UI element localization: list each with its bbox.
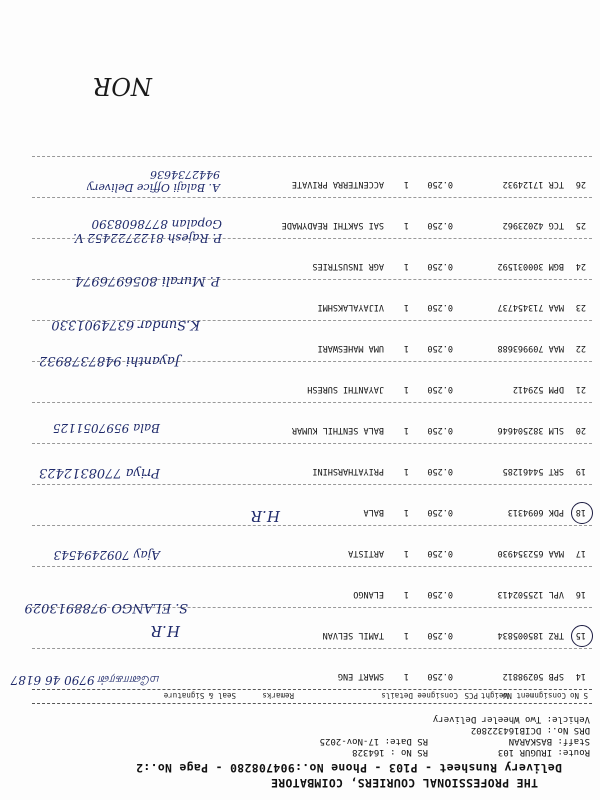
row-divider <box>32 525 592 526</box>
handwritten-hr-15: H.R <box>150 622 180 640</box>
row-serial: 20 <box>575 425 586 435</box>
row-serial: 19 <box>575 466 586 476</box>
rs-number: RS No : 164328 <box>352 747 428 757</box>
handwritten-signature-25: P. Rajesh 8122722452 V. Gopalan 8778608390 <box>73 217 222 245</box>
company-name: THE PROFESSIONAL COURIERS, COIMBATORE <box>270 776 538 790</box>
handwritten-scrawl: NOR <box>93 72 152 100</box>
row-consignee: PRIYATHARSHINI <box>312 466 384 476</box>
row-weight: 0.250 <box>427 261 453 271</box>
row-consignee: BALA SENTHIL KUMAR <box>291 425 384 435</box>
row-serial: 22 <box>575 343 586 353</box>
row-weight: 0.250 <box>427 507 453 517</box>
col-consignment: Consignment No <box>502 691 566 700</box>
row-weight: 0.250 <box>427 466 453 476</box>
handwritten-signature-19: Priya 7708312423 <box>38 465 160 480</box>
row-divider <box>32 443 592 444</box>
row-consignee: UMA MAHESWARI <box>317 343 384 353</box>
handwritten-signature-22: Jayanthi 9487378932 <box>38 353 180 368</box>
handwritten-signature-23: K.Sundar 6374901330 <box>51 317 200 332</box>
row-divider <box>32 566 592 567</box>
row-serial: 17 <box>575 548 586 558</box>
row-pcs: 1 <box>403 179 409 189</box>
rs-date: RS Date: 17-Nov-2025 <box>319 736 428 746</box>
row-consignee: BALA <box>363 507 384 517</box>
col-pcs: PCS <box>464 691 478 700</box>
row-consignment-no: BGM 300031592 <box>497 261 564 271</box>
row-consignment-no: VPL 125502413 <box>497 589 564 599</box>
row-consignee: SAI SAKTHI READYMADE <box>281 220 384 230</box>
row-consignee: ARTISTA <box>348 548 384 558</box>
row-consignment-no: MAA 652354930 <box>497 548 564 558</box>
col-consignee: Consignee Details <box>381 691 458 700</box>
row-consignee: SMART ENG <box>337 671 384 681</box>
col-remarks: Remarks <box>262 691 294 700</box>
row-pcs: 1 <box>403 507 409 517</box>
row-pcs: 1 <box>403 261 409 271</box>
staff: Staff: BASKARAN <box>508 736 590 746</box>
row-serial: 15 <box>575 630 586 640</box>
row-divider <box>32 402 592 403</box>
header-rule-top <box>32 703 592 704</box>
row-consignment-no: TCR 17124932 <box>502 179 564 189</box>
row-divider <box>32 648 592 649</box>
row-consignment-no: MAA 713454737 <box>497 302 564 312</box>
row-serial: 26 <box>575 179 586 189</box>
row-serial: 21 <box>575 384 586 394</box>
row-consignee: ACCENTERRA PRIVATE <box>291 179 384 189</box>
row-consignee: AGR INSUSTRIES <box>312 261 384 271</box>
row-consignment-no: SPB 50298812 <box>502 671 564 681</box>
handwritten-signature-16: S. ELANGO 9788913029 <box>24 600 188 615</box>
row-serial: 14 <box>575 671 586 681</box>
route: Route: IRUGUR 103 <box>497 747 590 757</box>
row-consignment-no: SRT 54461285 <box>502 466 564 476</box>
row-pcs: 1 <box>403 671 409 681</box>
row-weight: 0.250 <box>427 220 453 230</box>
col-weight: Weight <box>480 691 508 700</box>
handwritten-name-14: மனோகரன் 9790 46 6187 <box>10 673 160 687</box>
row-consignment-no: DPM 529412 <box>512 384 564 394</box>
row-serial: 25 <box>575 220 586 230</box>
row-weight: 0.250 <box>427 384 453 394</box>
row-pcs: 1 <box>403 466 409 476</box>
row-consignment-no: PDK 6094313 <box>507 507 564 517</box>
table-row <box>0 484 600 523</box>
row-weight: 0.250 <box>427 302 453 312</box>
row-weight: 0.250 <box>427 343 453 353</box>
row-consignee: JAYANTHI SURESH <box>307 384 384 394</box>
row-serial: 16 <box>575 589 586 599</box>
row-pcs: 1 <box>403 425 409 435</box>
col-seal-signature: Seal & Signature <box>163 691 236 700</box>
handwritten-signature-17: Ajay 7092494543 <box>53 548 160 562</box>
row-pcs: 1 <box>403 630 409 640</box>
row-consignee: VIJAYALAKSHMI <box>317 302 384 312</box>
handwritten-hr-18: H.R <box>250 507 280 525</box>
row-divider <box>32 156 592 157</box>
runsheet-title: Delivery Runsheet - P103 - Phone No.:904708280 - Page No.:2 <box>135 761 562 775</box>
row-pcs: 1 <box>403 384 409 394</box>
row-consignment-no: TRZ 185005834 <box>497 630 564 640</box>
drs-number: DRS No.: DCIB164322802 <box>470 725 590 735</box>
row-pcs: 1 <box>403 548 409 558</box>
row-consignment-no: MAA 709963688 <box>497 343 564 353</box>
row-weight: 0.250 <box>427 630 453 640</box>
row-weight: 0.250 <box>427 425 453 435</box>
col-sno: S No <box>569 691 588 700</box>
row-weight: 0.250 <box>427 671 453 681</box>
row-serial: 23 <box>575 302 586 312</box>
row-weight: 0.250 <box>427 589 453 599</box>
row-serial: 18 <box>575 507 586 517</box>
row-divider <box>32 484 592 485</box>
row-pcs: 1 <box>403 302 409 312</box>
row-consignee: TAMIL SELVAN <box>322 630 384 640</box>
row-serial: 24 <box>575 261 586 271</box>
handwritten-signature-26: A. Balaji Office Delivery 9442734636 <box>86 168 220 194</box>
row-pcs: 1 <box>403 220 409 230</box>
handwritten-signature-20: Bala 9597051125 <box>52 421 160 435</box>
row-weight: 0.250 <box>427 548 453 558</box>
row-consignment-no: TCG 42023962 <box>502 220 564 230</box>
row-consignee: ELANGO <box>353 589 384 599</box>
row-divider <box>32 197 592 198</box>
row-weight: 0.250 <box>427 179 453 189</box>
header-rule-bottom <box>32 689 592 690</box>
vehicle: Vehicle: Two Wheeler Delivery <box>432 714 590 724</box>
handwritten-signature-24: P. Murali 8056976974 <box>74 273 220 288</box>
row-consignment-no: SLM 382504646 <box>497 425 564 435</box>
row-pcs: 1 <box>403 589 409 599</box>
row-pcs: 1 <box>403 343 409 353</box>
